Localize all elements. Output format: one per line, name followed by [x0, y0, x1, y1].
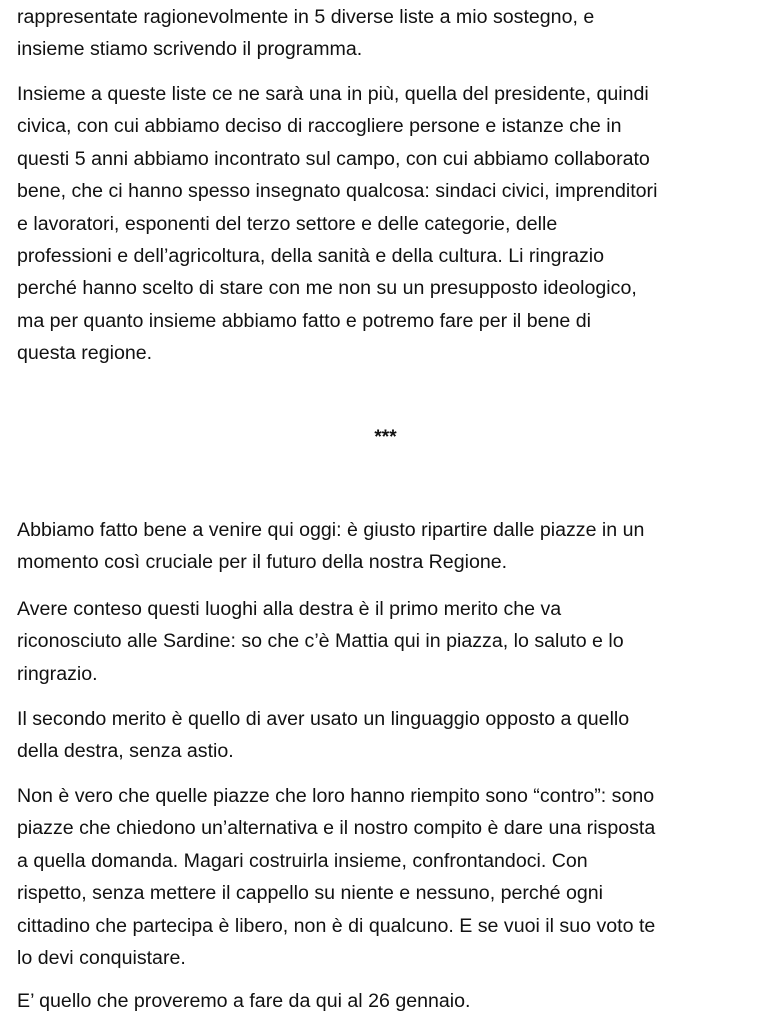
text-line: Avere conteso questi luoghi alla destra è il primo merito che va — [17, 598, 562, 620]
text-line: a quella domanda. Magari costruirla insieme, confrontandoci. Con — [17, 849, 588, 872]
text-line: cittadino che partecipa è libero, non è di qualcuno. E se vuoi il suo voto te — [17, 914, 656, 937]
text-line: Non è vero che quelle piazze che loro hanno riempito sono “contro”: sono — [17, 785, 655, 807]
paragraph-civic-list — [17, 78, 657, 370]
text-line: momento così cruciale per il futuro della nostra Regione. — [17, 551, 508, 574]
paragraph-second-merit — [17, 703, 629, 768]
text-line: piazze che chiedono un’alternativa e il nostro compito è dare una risposta — [17, 817, 656, 840]
text-line: ringrazio. — [17, 662, 98, 685]
paragraph-closing — [17, 985, 471, 1017]
text-line: e lavoratori, esponenti del terzo settore e delle categorie, delle — [17, 212, 558, 235]
text-line: questi 5 anni abbiamo incontrato sul campo, con cui abbiamo collaborato — [17, 147, 650, 170]
section-separator: *** — [374, 427, 397, 448]
text-line: rappresentate ragionevolmente in 5 diverse liste a mio sostegno, e — [17, 6, 595, 28]
text-line: Insieme a queste liste ce ne sarà una in più, quella del presidente, quindi — [17, 83, 649, 105]
paragraph-sardine — [17, 593, 624, 690]
text-line: bene, che ci hanno spesso insegnato qualcosa: sindaci civici, imprenditori — [17, 180, 658, 203]
text-line: perché hanno scelto di stare con me non su un presupposto ideologico, — [17, 277, 637, 300]
text-line: civica, con cui abbiamo deciso di raccogliere persone e istanze che in — [17, 115, 622, 138]
paragraph-piazze — [17, 514, 644, 579]
text-line: insieme stiamo scrivendo il programma. — [17, 38, 363, 61]
text-line: riconosciuto alle Sardine: so che c’è Mattia qui in piazza, lo saluto e lo — [17, 630, 624, 653]
text-line: Abbiamo fatto bene a venire qui oggi: è giusto ripartire dalle piazze in un — [17, 519, 645, 541]
text-line: questa regione. — [17, 342, 153, 365]
paragraph-alternative — [17, 780, 655, 974]
paragraph-list-support — [17, 1, 594, 66]
text-line: Il secondo merito è quello di aver usato un linguaggio opposto a quello — [17, 708, 630, 730]
text-line: E’ quello che proveremo a fare da qui al 26 gennaio. — [17, 990, 471, 1012]
text-line: lo devi conquistare. — [17, 947, 186, 970]
text-line: rispetto, senza mettere il cappello su niente e nessuno, perché ogni — [17, 882, 603, 905]
text-line: ma per quanto insieme abbiamo fatto e potremo fare per il bene di — [17, 309, 591, 332]
text-line: della destra, senza astio. — [17, 740, 234, 763]
text-line: professioni e dell’agricoltura, della sanità e della cultura. Li ringrazio — [17, 245, 605, 268]
